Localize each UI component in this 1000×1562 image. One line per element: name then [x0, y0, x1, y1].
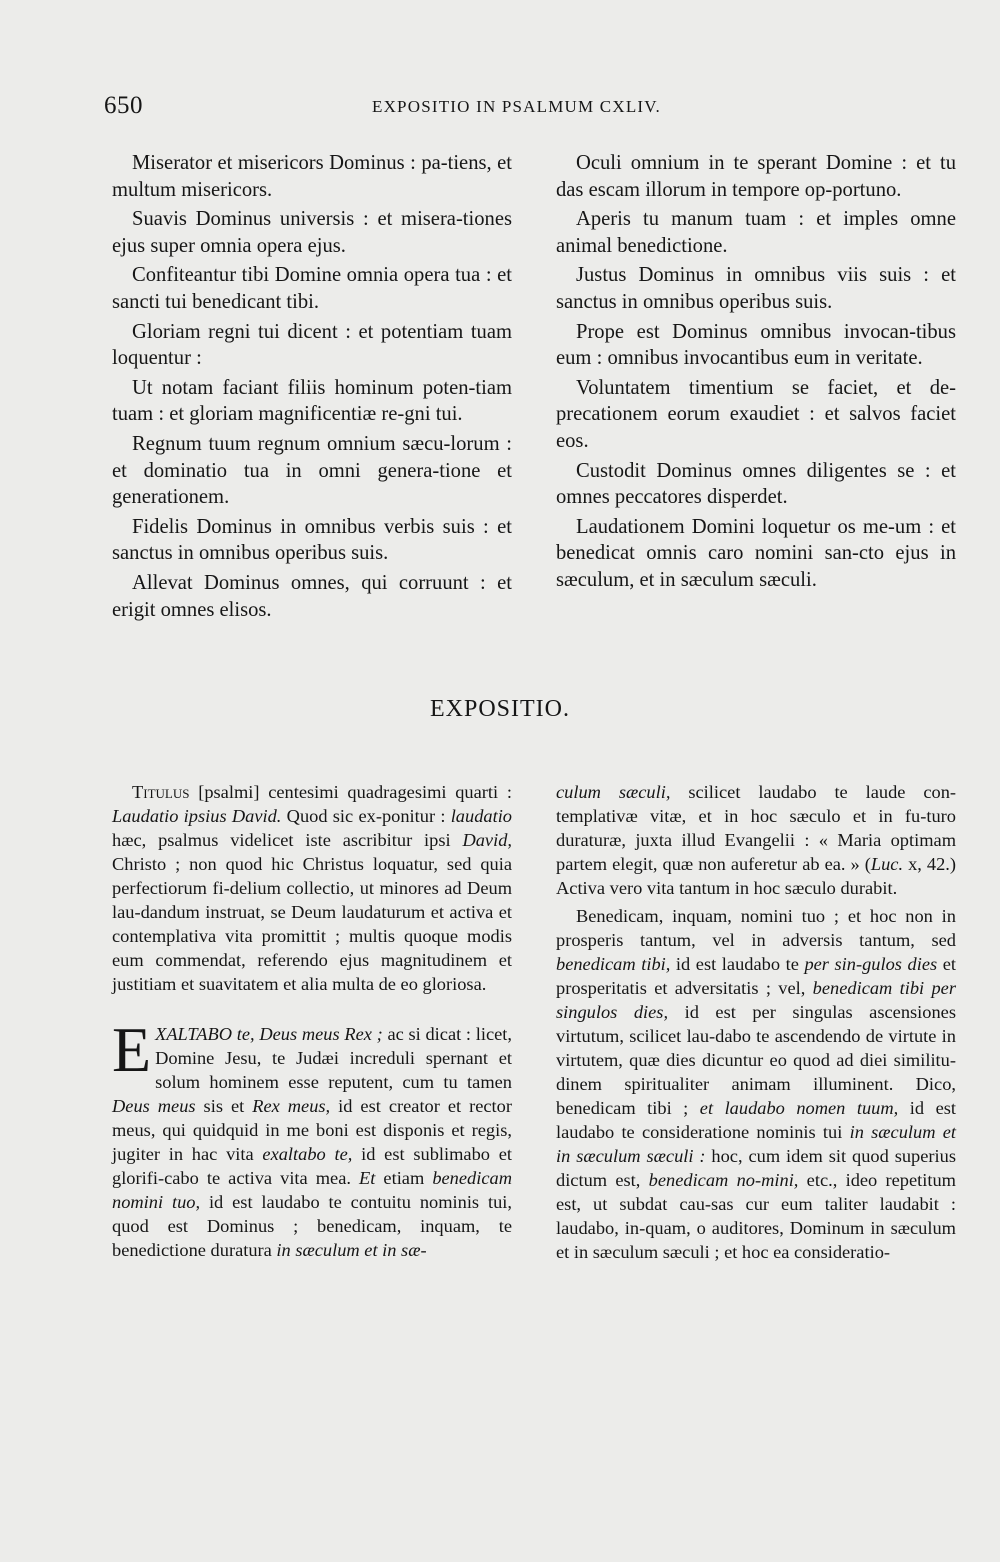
text-run: id est per singulas ascensiones virtutum, scilicet lau-dabo te ascendendo de virtute in virtutem, quæ dies dicuntur eo quod ad diei similitu-dinem spiritualiter animam illuminent. Dico, benedicam tibi ; [556, 1002, 956, 1118]
text-run: etiam [375, 1168, 433, 1188]
text-run: x, 42.) Activa vero vita tantum in hoc sæculo durabit. [556, 854, 956, 898]
verse: Regnum tuum regnum omnium sæcu-lorum : et dominatio tua in omni genera-tione et generationem. [112, 432, 512, 509]
italic-run: Et [359, 1168, 376, 1188]
running-title: EXPOSITIO IN PSALMUM CXLIV. [372, 97, 661, 116]
text-run: [psalmi] centesimi quadragesimi quarti : [189, 782, 512, 802]
italic-run: Laudatio ipsius David. [112, 806, 282, 826]
text-run: etc., ideo repetitum est, ut subdat cau-sas cur eum taliter laudabit : laudabo, in-quam, o auditores, Dominum in sæculum et in sæculum sæculi ; et hoc ea consideratio- [556, 1170, 956, 1262]
italic-run: laudatio [450, 806, 512, 826]
text-run: id est laudabo te contuitu nominis tui, quod est Dominus ; benedicam, inquam, te benedictione duratura [112, 1192, 512, 1260]
verse: Gloriam regni tui dicent : et potentiam tuam loquentur : [112, 320, 512, 370]
verse: Justus Dominus in omnibus viis suis : et sanctus in omnibus operibus suis. [556, 264, 956, 313]
italic-run: benedicam no-mini, [648, 1170, 799, 1190]
italic-run: benedicam tibi, [556, 954, 671, 974]
italic-run: in sæculum et in sæ- [276, 1240, 427, 1260]
italic-run: benedicam nomini tuo, [112, 1168, 512, 1212]
verse: Prope est Dominus omnibus invocan-tibus eum : omnibus invocantibus eum in veritate. [556, 320, 956, 370]
verse: Miserator et misericors Dominus : pa-tiens, et multum misericors. [112, 152, 512, 201]
verse: Ut notam faciant filiis hominum poten-tiam tuam : et gloriam magnificentiæ re-gni tui. [112, 376, 512, 426]
drop-cap: E [112, 1014, 152, 1085]
italic-run: in sæculum et in sæculum sæculi : [556, 1122, 956, 1166]
titulus-paragraph [112, 780, 512, 996]
italic-run: culum sæculi, [556, 782, 671, 802]
italic-run: Deus meus [112, 1096, 196, 1116]
page-number: 650 [104, 92, 143, 119]
text-run: id est creator et rector meus, qui quidquid in me boni est disponis et regis, jugiter in hac vita [112, 1096, 512, 1164]
text-run: scilicet laudabo te laude con-templativæ vitæ, et in hoc sæculo et in fu-turo duraturæ, juxta illud Evangelii : « Maria optimam partem elegit, quæ non auferetur ab ea. » ( [556, 782, 957, 874]
verse: Voluntatem timentium se faciet, et de-precationem eorum exaudiet : et salvos faciet eos. [556, 376, 956, 452]
text-run: Quod sic ex-ponitur : [281, 806, 451, 826]
text-run: id est laudabo te [670, 954, 805, 974]
text-run: Benedicam, inquam, nomini tuo ; et hoc non in prosperis tantum, vel in adversis tantum, sed [556, 906, 956, 950]
verse: Aperis tu manum tuam : et imples omne animal benedictione. [556, 208, 956, 257]
commentary-right-column [556, 780, 956, 1264]
commentary-left-column [112, 780, 512, 1262]
verses-left-column [112, 150, 512, 626]
italic-run: David, [462, 830, 512, 850]
italic-run: XALTABO te, Deus meus Rex ; [155, 1024, 383, 1044]
text-run: Christo ; non quod hic Christus loquatur, sed quia perfectiorum fi-delium collectio, ut minores ad Deum lau-dandum instruat, se Deum laudaturum et activa et contemplativa vita promittit ; multis quoque modis eum commendat, referendo ejus magnitudinem et justitiam et suavitatem et alia multa de eo gloriosa. [112, 854, 512, 994]
section-heading: EXPOSITIO. [430, 696, 570, 722]
benedicam-paragraph [556, 904, 956, 1264]
text-run: sis et [195, 1096, 253, 1116]
italic-run: per sin-gulos dies [804, 954, 938, 974]
italic-run: Rex meus, [252, 1096, 331, 1116]
verse: Fidelis Dominus in omnibus verbis suis : et sanctus in omnibus operibus suis. [112, 515, 512, 565]
italic-run: Luc. [870, 854, 904, 874]
text-run: hoc, cum idem sit quod superius dictum est, [556, 1146, 956, 1190]
verse: Oculi omnium in te sperant Domine : et tu das escam illorum in tempore op-portuno. [556, 152, 956, 201]
text-run: id est sublimabo et glorifi-cabo te activa vita mea. [112, 1144, 512, 1188]
exaltabo-paragraph [112, 1014, 513, 1262]
verses-right-column [556, 150, 956, 597]
italic-run: et laudabo nomen tuum, [699, 1098, 899, 1118]
italic-run: benedicam tibi per singulos dies, [556, 978, 956, 1022]
text-run: et prosperitatis et adversitatis ; vel, [556, 954, 956, 998]
verse: Custodit Dominus omnes diligentes se : et omnes peccatores disperdet. [556, 459, 956, 509]
titulus-lead: Titulus [132, 782, 190, 802]
verse: Laudationem Domini loquetur os me-um : et benedicat omnis caro nomini san-cto ejus in sæculum, et in sæculum sæculi. [556, 515, 956, 591]
verse: Confiteantur tibi Domine omnia opera tua : et sancti tui benedicant tibi. [112, 264, 512, 313]
verse: Allevat Dominus omnes, qui corruunt : et erigit omnes elisos. [112, 571, 512, 621]
text-run: hæc, psalmus videlicet iste ascribitur ipsi [112, 830, 463, 850]
italic-run: exaltabo te, [262, 1144, 353, 1164]
verse: Suavis Dominus universis : et misera-tiones ejus super omnia opera ejus. [112, 208, 512, 257]
text-run: id est laudabo te consideratione nominis tui [556, 1098, 956, 1142]
continuation-paragraph [556, 780, 956, 900]
text-run: ac si dicat : licet, Domine Jesu, te Judæi increduli spernant et solum hominem esse reputent, cum tu tamen [155, 1024, 513, 1092]
